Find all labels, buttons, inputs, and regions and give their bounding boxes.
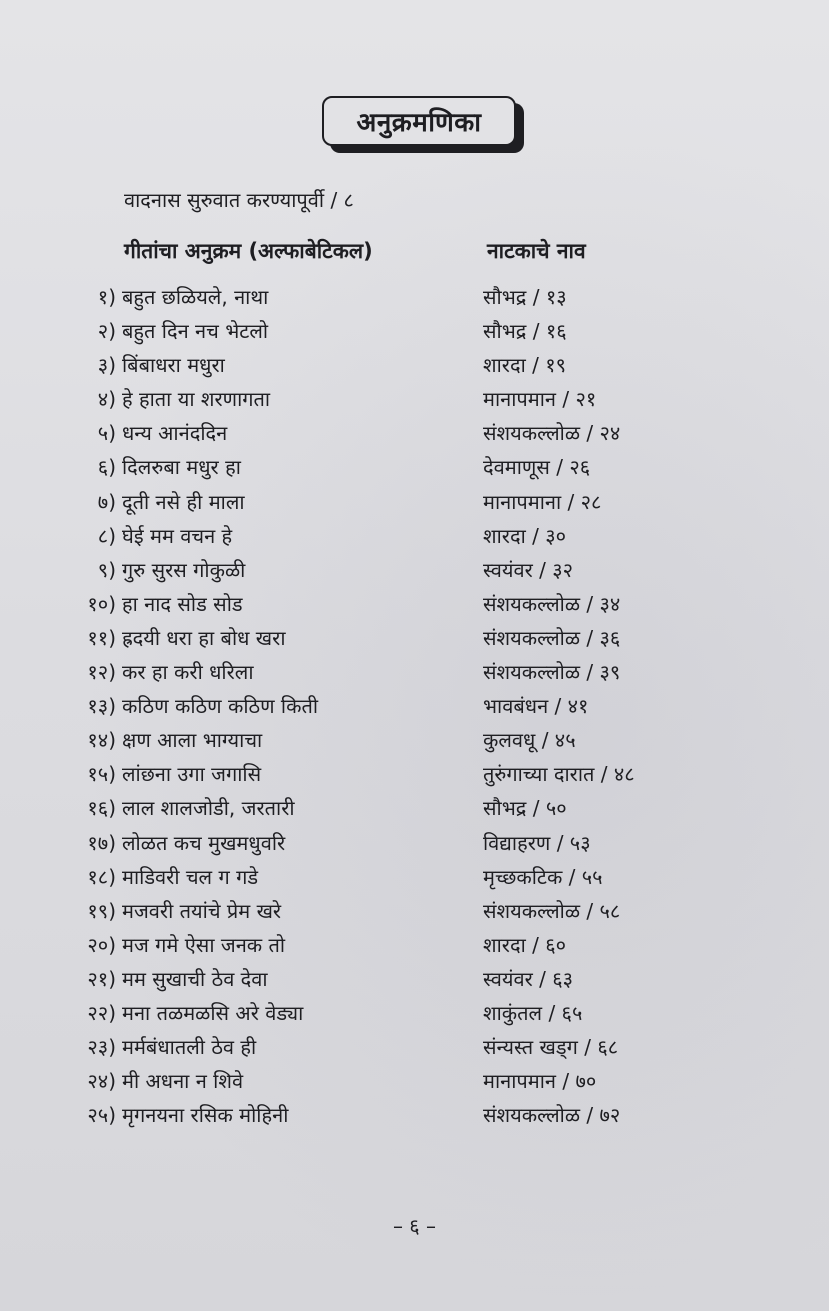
page-title: अनुक्रमणिका bbox=[356, 108, 482, 138]
entry-number: ४) bbox=[97, 387, 116, 412]
play-column-header: नाटकाचे नाव bbox=[487, 239, 586, 263]
entry-number: २) bbox=[97, 319, 116, 344]
song-title: दिलरुबा मधुर हा bbox=[122, 455, 241, 480]
entry-number: २४) bbox=[87, 1069, 116, 1094]
list-item bbox=[0, 791, 829, 825]
play-name-page: भावबंधन / ४१ bbox=[483, 694, 589, 719]
list-item bbox=[0, 587, 829, 621]
play-name-page: संशयकल्लोळ / ३४ bbox=[483, 591, 621, 616]
entry-number: ११) bbox=[87, 625, 116, 650]
play-name-page: मानापमान / ७० bbox=[483, 1069, 597, 1094]
list-item bbox=[0, 280, 829, 314]
song-index-list bbox=[0, 280, 829, 1132]
list-item bbox=[0, 348, 829, 382]
list-item bbox=[0, 519, 829, 553]
entry-number: २२) bbox=[87, 1000, 116, 1025]
song-title: हा नाद सोड सोड bbox=[122, 591, 243, 616]
page-number: – ६ – bbox=[392, 1214, 437, 1238]
play-name-page: मानापमाना / २८ bbox=[483, 489, 602, 514]
list-item bbox=[0, 723, 829, 757]
play-name-page: संशयकल्लोळ / ७२ bbox=[483, 1103, 621, 1128]
list-item bbox=[0, 1030, 829, 1064]
entry-number: १५) bbox=[87, 762, 116, 787]
song-title: लांछना उगा जगासि bbox=[122, 762, 262, 787]
entry-number: १०) bbox=[87, 591, 116, 616]
index-title-box bbox=[322, 96, 516, 146]
play-name-page: मानापमान / २१ bbox=[483, 387, 597, 412]
entry-number: २३) bbox=[87, 1035, 116, 1060]
play-name-page: देवमाणूस / २६ bbox=[483, 455, 591, 480]
play-name-page: शाकुंतल / ६५ bbox=[483, 1000, 583, 1025]
list-item bbox=[0, 382, 829, 416]
list-item bbox=[0, 962, 829, 996]
play-name-page: सौभद्र / ५० bbox=[483, 796, 567, 821]
play-name-page: संशयकल्लोळ / ३९ bbox=[483, 660, 621, 685]
play-name-page: सौभद्र / १६ bbox=[483, 319, 567, 344]
play-name-page: संशयकल्लोळ / ५८ bbox=[483, 898, 621, 923]
song-title: मी अधना न शिवे bbox=[122, 1069, 244, 1094]
play-name-page: संशयकल्लोळ / ३६ bbox=[483, 625, 621, 650]
list-item bbox=[0, 450, 829, 484]
songs-column-header: गीतांचा अनुक्रम (अल्फाबेटिकल) bbox=[124, 239, 373, 263]
list-item bbox=[0, 860, 829, 894]
song-title: कठिण कठिण कठिण किती bbox=[122, 694, 319, 719]
list-item bbox=[0, 485, 829, 519]
song-title: कर हा करी धरिला bbox=[122, 660, 254, 685]
entry-number: १६) bbox=[87, 796, 116, 821]
entry-number: ७) bbox=[97, 489, 116, 514]
list-item bbox=[0, 1098, 829, 1132]
play-name-page: संन्यस्त खड्ग / ६८ bbox=[483, 1035, 619, 1060]
list-item bbox=[0, 928, 829, 962]
play-name-page: मृच्छकटिक / ५५ bbox=[483, 864, 603, 889]
song-title: ह्रदयी धरा हा बोध खरा bbox=[122, 625, 286, 650]
list-item bbox=[0, 996, 829, 1030]
entry-number: १४) bbox=[87, 728, 116, 753]
list-item bbox=[0, 757, 829, 791]
play-name-page: स्वयंवर / ३२ bbox=[483, 557, 574, 582]
entry-number: २१) bbox=[87, 966, 116, 991]
song-title: मना तळमळसि अरे वेड्या bbox=[122, 1000, 304, 1025]
song-title: मम सुखाची ठेव देवा bbox=[122, 966, 268, 991]
play-name-page: संशयकल्लोळ / २४ bbox=[483, 421, 621, 446]
list-item bbox=[0, 894, 829, 928]
entry-number: २०) bbox=[87, 932, 116, 957]
play-name-page: स्वयंवर / ६३ bbox=[483, 966, 574, 991]
song-title: मज गमे ऐसा जनक तो bbox=[122, 932, 286, 957]
entry-number: ८) bbox=[97, 523, 116, 548]
list-item bbox=[0, 1064, 829, 1098]
song-title: गुरु सुरस गोकुळी bbox=[122, 557, 246, 582]
song-title: बिंबाधरा मधुरा bbox=[122, 353, 225, 378]
entry-number: ३) bbox=[97, 353, 116, 378]
song-title: बहुत दिन नच भेटलो bbox=[122, 319, 269, 344]
play-name-page: शारदा / १९ bbox=[483, 353, 567, 378]
play-name-page: शारदा / ३० bbox=[483, 523, 567, 548]
entry-number: ९) bbox=[97, 557, 116, 582]
list-item bbox=[0, 314, 829, 348]
preface-line: वादनास सुरुवात करण्यापूर्वी / ८ bbox=[124, 188, 354, 212]
play-name-page: सौभद्र / १३ bbox=[483, 285, 567, 309]
list-item bbox=[0, 655, 829, 689]
song-title: मृगनयना रसिक मोहिनी bbox=[122, 1103, 289, 1128]
song-title: माडिवरी चल ग गडे bbox=[122, 864, 259, 889]
play-name-page: तुरुंगाच्या दारात / ४८ bbox=[483, 762, 635, 787]
song-title: क्षण आला भाग्याचा bbox=[122, 728, 263, 753]
song-title: मर्मबंधातली ठेव ही bbox=[122, 1035, 257, 1060]
entry-number: १३) bbox=[87, 694, 116, 719]
entry-number: १) bbox=[97, 285, 116, 309]
song-title: घेई मम वचन हे bbox=[122, 523, 233, 548]
entry-number: ५) bbox=[97, 421, 116, 446]
entry-number: १८) bbox=[87, 864, 116, 889]
entry-number: ६) bbox=[97, 455, 116, 480]
entry-number: २५) bbox=[87, 1103, 116, 1128]
entry-number: १२) bbox=[87, 660, 116, 685]
list-item bbox=[0, 621, 829, 655]
song-title: दूती नसे ही माला bbox=[122, 489, 245, 514]
song-title: हे हाता या शरणागता bbox=[122, 387, 271, 412]
song-title: धन्य आनंददिन bbox=[122, 421, 228, 446]
list-item bbox=[0, 689, 829, 723]
entry-number: १७) bbox=[87, 830, 116, 855]
song-title: लाल शालजोडी, जरतारी bbox=[122, 796, 295, 821]
entry-number: १९) bbox=[87, 898, 116, 923]
list-item bbox=[0, 416, 829, 450]
song-title: मजवरी तयांचे प्रेम खरे bbox=[122, 898, 282, 923]
play-name-page: शारदा / ६० bbox=[483, 932, 567, 957]
song-title: लोळत कच मुखमधुवरि bbox=[122, 830, 286, 855]
play-name-page: विद्याहरण / ५३ bbox=[483, 830, 591, 855]
play-name-page: कुलवधू / ४५ bbox=[483, 728, 576, 753]
list-item bbox=[0, 826, 829, 860]
list-item bbox=[0, 553, 829, 587]
song-title: बहुत छळियले, नाथा bbox=[122, 285, 269, 309]
